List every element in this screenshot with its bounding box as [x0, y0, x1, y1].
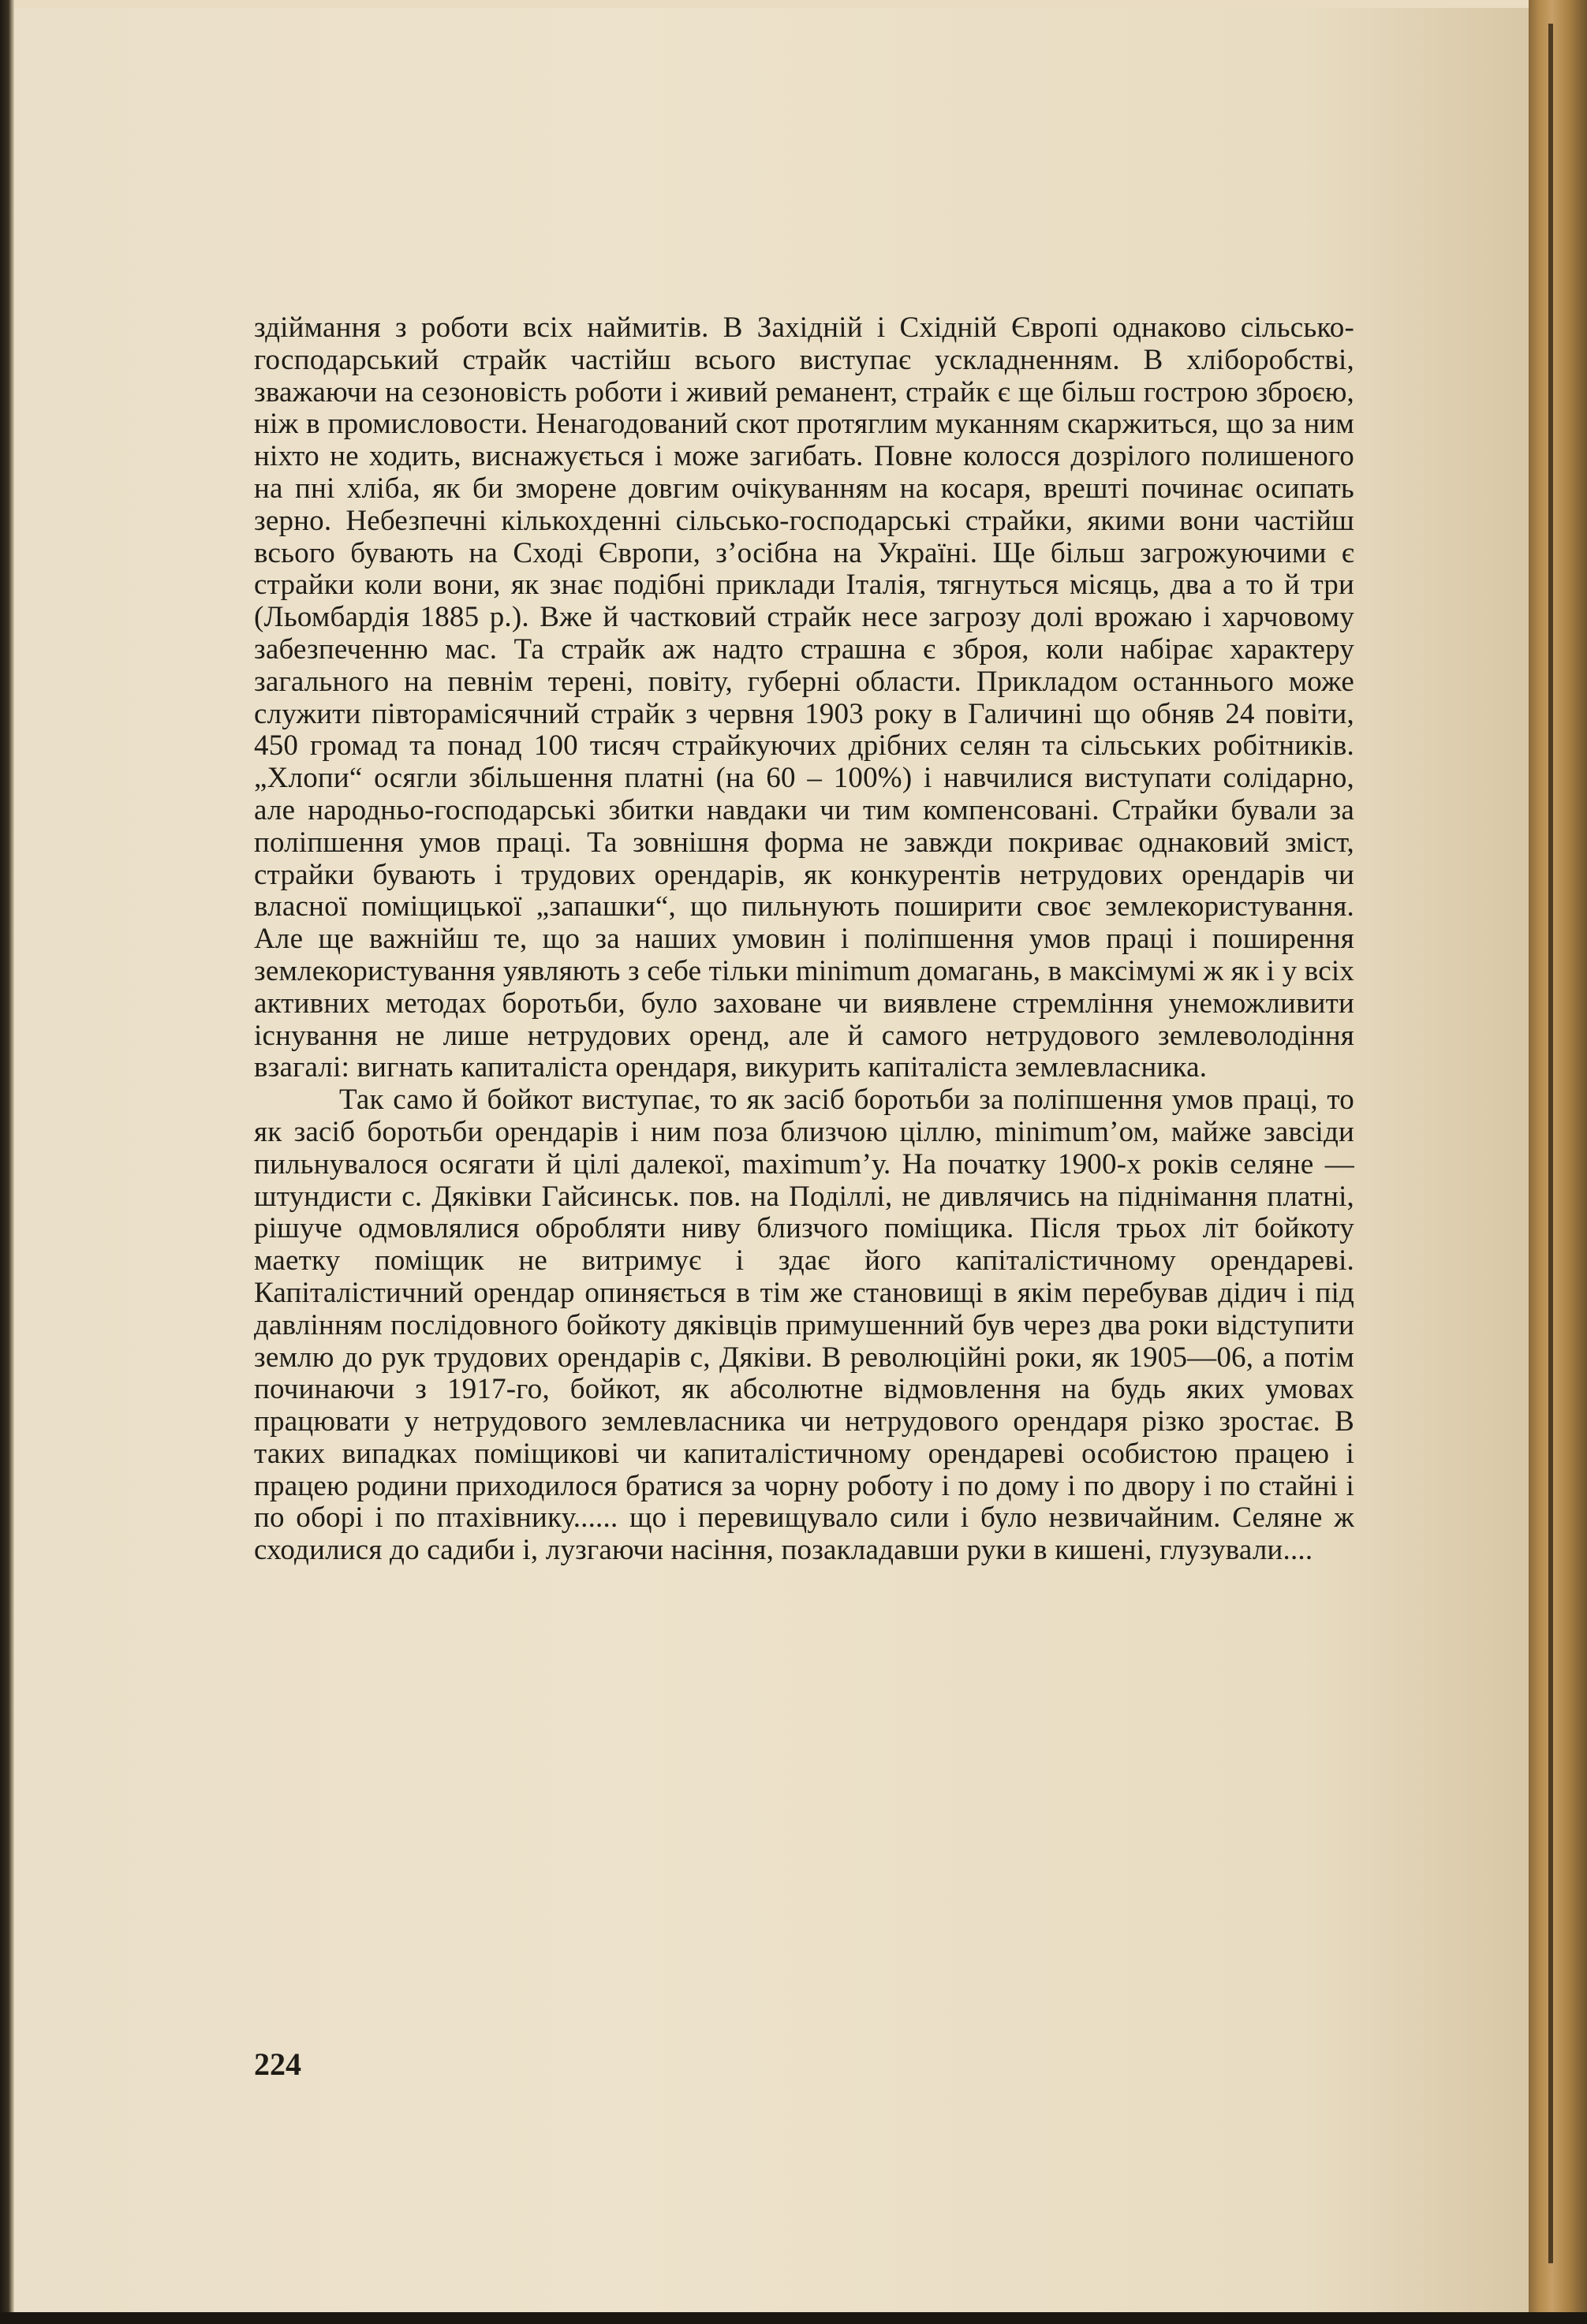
- body-text: [254, 312, 1354, 1567]
- paragraph-2: Так само й бойкот виступає, то як засіб боротьби за поліпшення умов праці, то як засіб боротьби орендарів і ним поза близчою ціллю, minimum’ом, майже завсіди пильнувалося осягати й цілі далекої, maximum’у. На початку 1900-х років селяне — штундисти с. Дяківки Гайсинськ. пов. на Поділлі, не дивлячись на піднімання платні, рішуче одмовлялися обробляти ниву близчого поміщика. Після трьох літ бойкоту маетку поміщик не витримує і здає його капіталістичному орендареві. Капіталістичний орендар опиняється в тім же становищі в якім перебував дідич і під давлінням послідовного бойкоту дяківців примушенний був через два роки відступити землю до рук трудових орендарів с, Дяківи. В революційні роки, як 1905—06, а потім починаючи з 1917-го, бойкот, як абсолютне відмовлення на будь яких умовах працювати у нетрудового землевласника чи нетрудового орендаря різко зростає. В таких випадках поміщикові чи капиталістичному орендареві особистою працею і працею родини приходилося братися за чорну роботу і по дому і по двору і по стайні і по оборі і по птахівнику...... що і перевищувало сили і було незвичайним. Селяне ж сходилися до садиби і, лузгаючи насіння, позакладавши руки в кишені, глузували....: [254, 1084, 1354, 1567]
- paragraph-1: здіймання з роботи всіх наймитів. В Західній і Східній Європі однаково сільсько-господарський страйк частійш всього виступає ускладненням. В хліборобстві, зважаючи на сезоновість роботи і живий реманент, страйк є ще більш гострою зброєю, ніж в промисловости. Ненагодований скот протяглим муканням скаржиться, що за ним ніхто не ходить, виснажується і може загибать. Повне колосся дозрілого полишеного на пні хліба, як би зморене довгим очікуванням на косаря, врешті починає осипать зерно. Небезпечні кількохденні сільсько-господарські страйки, якими вони частійш всього бувають на Сході Європи, з’осібна на Україні. Ще більш загрожуючими є страйки коли вони, як знає подібні приклади Італія, тягнуться місяць, два а то й три (Льомбардія 1885 р.). Вже й частковий страйк несе загрозу долі врожаю і харчовому забезпеченню мас. Та страйк аж надто страшна є зброя, коли набірає характеру загального на певнім терені, повіту, губерні области. Прикладом останнього може служити півторамісячний страйк з червня 1903 року в Галичині що обняв 24 повіти, 450 громад та понад 100 тисяч страйкуючих дрібних селян та сільських робітників. „Хлопи“ осягли збільшення платні (на 60 – 100%) і навчилися виступати солідарно, але народньо-господарські збитки навдаки чи тим компенсовані. Страйки бували за поліпшення умов праці. Та зовнішня форма не завжди покриває однаковий зміст, страйки бувають і трудових орендарів, як конкурентів нетрудових орендарів чи власної поміщицької „запашки“, що пильнують поширити своє землекористування. Але ще важнійш те, що за наших умовин і поліпшення умов праці і поширення землекористування уявляють з себе тільки minimum домагань, в максімумі ж як і у всіх активних методах боротьби, було заховане чи виявлене стремління унеможливити існування не лише нетрудових оренд, але й самого нетрудового землеволодіння взагалі: вигнать капиталіста орендаря, викурить капіталіста землевласника.: [254, 311, 1354, 1084]
- left-page-edge: [0, 0, 14, 2324]
- book-spine-edge: [1529, 0, 1587, 2324]
- bottom-page-edge: [0, 2312, 1587, 2324]
- spine-shadow-line: [1548, 24, 1553, 2263]
- page-number: 224: [254, 2046, 301, 2082]
